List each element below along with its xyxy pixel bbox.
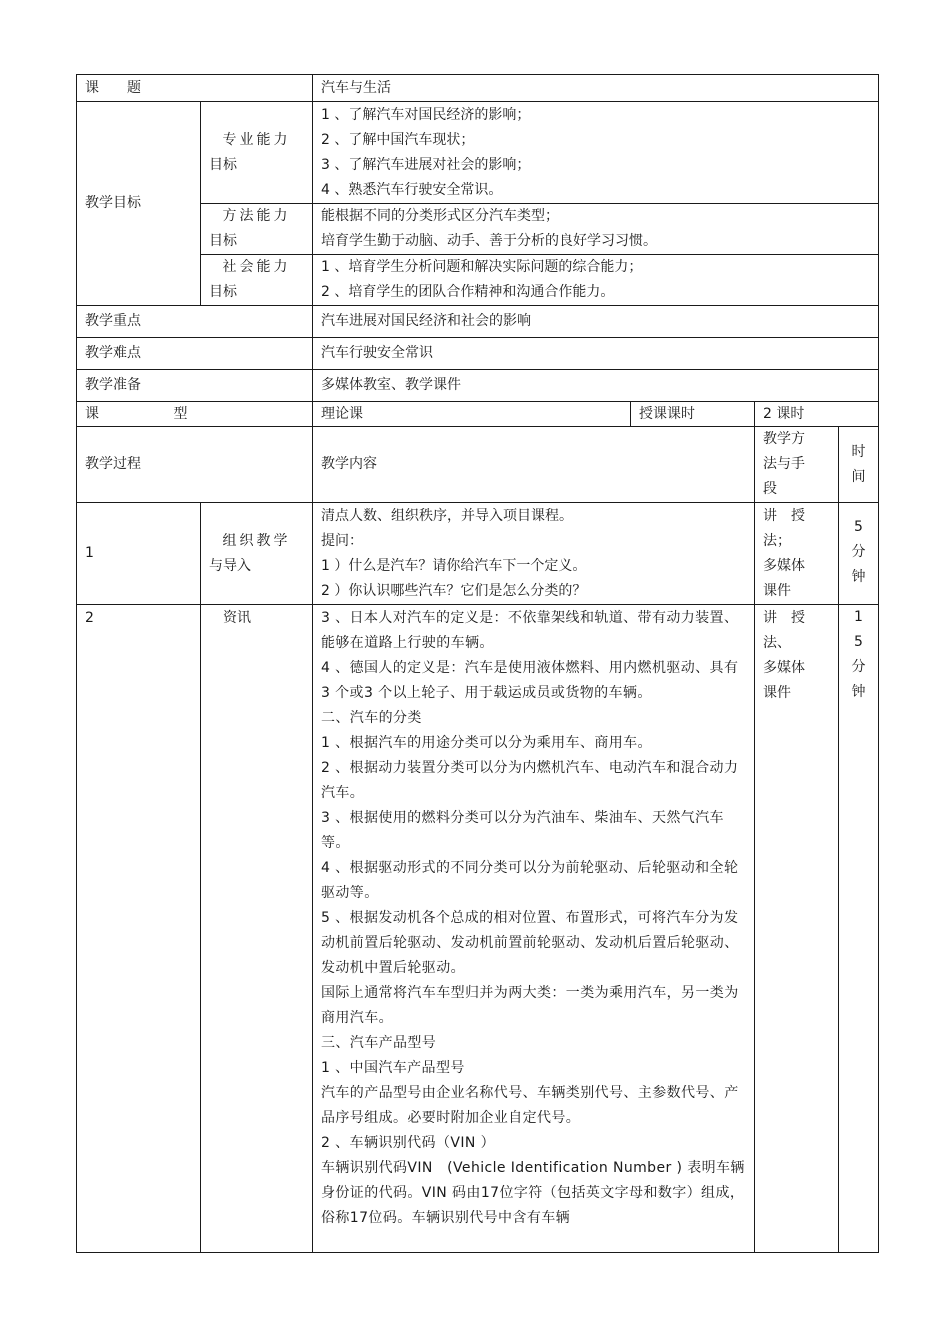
content-header-label: 教学内容 xyxy=(313,427,755,503)
lesson-type-label xyxy=(77,402,313,427)
content-paragraph: 1 、中国汽车产品型号 xyxy=(321,1060,465,1076)
content-paragraph: 3 、根据使用的燃料分类可以分为汽油车、柴油车、天然气汽车等。 xyxy=(321,810,724,851)
step1-name xyxy=(201,503,313,605)
list-item: 2 ）你认识哪些汽车？它们是怎么分类的？ xyxy=(321,583,587,599)
list-item: 1 ）什么是汽车？请你给汽车下一个定义。 xyxy=(321,558,587,574)
method-header-2: 法与手 xyxy=(763,456,805,472)
time-line: 1 xyxy=(854,609,863,625)
professional-label-1: 专业能力 xyxy=(222,131,291,148)
step2-name: 资讯 xyxy=(201,605,313,1253)
difficulties-value: 汽车行驶安全常识 xyxy=(313,338,879,370)
content-paragraph: 1 、根据汽车的用途分类可以分为乘用车、商用车。 xyxy=(321,735,652,751)
content-paragraph: 2 、车辆识别代码（VIN ） xyxy=(321,1135,495,1151)
content-paragraph: 4 、德国人的定义是：汽车是使用液体燃料、用内燃机驱动、具有3 个或3 个以上轮子、用于载运成员或货物的车辆。 xyxy=(321,660,739,701)
list-item: 清点人数、组织秩序，并导入项目课程。 xyxy=(321,508,573,524)
professional-label-2: 目标 xyxy=(209,156,237,173)
time-header xyxy=(839,427,879,503)
step2-time xyxy=(839,605,879,1253)
step1-name-2: 与导入 xyxy=(209,557,251,574)
method-line: 课件 xyxy=(763,583,791,599)
objective-professional-row xyxy=(77,102,879,204)
topic-row xyxy=(77,75,879,102)
step2-number: 2 xyxy=(77,605,201,1253)
social-label-2: 目标 xyxy=(209,284,237,300)
social-label-1: 社会能力 xyxy=(222,259,291,275)
process-header-row xyxy=(77,427,879,503)
step1-method xyxy=(755,503,839,605)
step1-content xyxy=(313,503,755,605)
list-item: 提问： xyxy=(321,533,363,549)
list-item: 3 、了解汽车进展对社会的影响； xyxy=(321,157,531,173)
time-line: 5 xyxy=(854,634,863,650)
list-item: 2 、培育学生的团队合作精神和沟通合作能力。 xyxy=(321,284,615,300)
content-paragraph: 4 、根据驱动形式的不同分类可以分为前轮驱动、后轮驱动和全轮驱动等。 xyxy=(321,860,739,901)
method-header xyxy=(755,427,839,503)
list-item: 4 、熟悉汽车行驶安全常识。 xyxy=(321,182,503,198)
difficulties-row xyxy=(77,338,879,370)
step2-method xyxy=(755,605,839,1253)
lesson-plan-table xyxy=(76,74,879,1253)
process-header-label: 教学过程 xyxy=(77,427,313,503)
key-points-label: 教学重点 xyxy=(77,306,313,338)
topic-value: 汽车与生活 xyxy=(313,75,879,102)
list-item: 培育学生勤于动脑、动手、善于分析的良好学习习惯。 xyxy=(321,233,657,249)
content-paragraph: 国际上通常将汽车车型归并为两大类：一类为乘用汽车，另一类为商用汽车。 xyxy=(321,985,739,1026)
content-paragraph: 5 、根据发动机各个总成的相对位置、布置形式，可将汽车分为发动机前置后轮驱动、发动机前置前轮驱动、发动机后置后轮驱动、发动机中置后轮驱动。 xyxy=(321,910,739,976)
step2-content xyxy=(313,605,755,1253)
key-points-row xyxy=(77,306,879,338)
list-item: 1 、了解汽车对国民经济的影响； xyxy=(321,107,531,123)
content-paragraph: 3 、日本人对汽车的定义是：不依靠架线和轨道、带有动力装置、能够在道路上行驶的车辆。 xyxy=(321,610,739,651)
lesson-type-row xyxy=(77,402,879,427)
method-line: 课件 xyxy=(763,685,791,701)
list-item: 1 、培育学生分析问题和解决实际问题的综合能力； xyxy=(321,259,643,275)
objectives-label: 教学目标 xyxy=(77,102,201,306)
content-paragraph: 车辆识别代码VIN (Vehicle Identification Number ) 表明车辆身份证的代码。VIN 码由17位字符（包括英文字母和数字）组成，俗称17位码。车辆识别代号中含有车辆 xyxy=(321,1160,745,1226)
list-item: 能根据不同的分类形式区分汽车类型； xyxy=(321,208,559,224)
content-heading: 三、汽车产品型号 xyxy=(321,1035,437,1051)
hours-value: 2 课时 xyxy=(755,402,879,427)
method-header-3: 段 xyxy=(763,481,777,497)
method-line: 法、 xyxy=(763,635,791,651)
topic-label: 课 题 xyxy=(77,75,313,102)
difficulties-label: 教学难点 xyxy=(77,338,313,370)
preparation-label: 教学准备 xyxy=(77,370,313,402)
step1-name-1: 组织教学 xyxy=(222,532,291,549)
time-header-1: 时 xyxy=(851,443,866,460)
time-line: 5 xyxy=(854,519,863,535)
preparation-row xyxy=(77,370,879,402)
method-items xyxy=(313,204,879,255)
preparation-value: 多媒体教室、教学课件 xyxy=(313,370,879,402)
step2-row xyxy=(77,605,879,1253)
method-label-2: 目标 xyxy=(209,233,237,249)
time-line: 钟 xyxy=(851,569,866,585)
step1-number: 1 xyxy=(77,503,201,605)
method-line: 讲 授 xyxy=(763,610,805,626)
method-line: 讲 授 xyxy=(763,508,805,524)
content-paragraph: 汽车的产品型号由企业名称代号、车辆类别代号、主参数代号、产品序号组成。必要时附加企业自定代号。 xyxy=(321,1085,739,1126)
content-heading: 二、汽车的分类 xyxy=(321,710,422,726)
time-header-2: 间 xyxy=(851,468,866,485)
list-item: 2 、了解中国汽车现状； xyxy=(321,132,475,148)
time-line: 钟 xyxy=(851,684,866,700)
step1-row xyxy=(77,503,879,605)
method-label-1: 方法能力 xyxy=(222,208,291,224)
method-line: 多媒体 xyxy=(763,558,805,574)
social-items xyxy=(313,255,879,306)
method-line: 多媒体 xyxy=(763,660,805,676)
lesson-type-label-b: 型 xyxy=(173,405,188,422)
lesson-type-label-a: 课 xyxy=(85,405,99,422)
social-ability-label xyxy=(201,255,313,306)
method-line: 法； xyxy=(763,533,791,549)
step1-time xyxy=(839,503,879,605)
professional-items xyxy=(313,102,879,204)
hours-label: 授课课时 xyxy=(631,402,755,427)
key-points-value: 汽车进展对国民经济和社会的影响 xyxy=(313,306,879,338)
lesson-type-value: 理论课 xyxy=(313,402,631,427)
time-line: 分 xyxy=(851,544,866,560)
time-line: 分 xyxy=(851,659,866,675)
method-header-1: 教学方 xyxy=(763,431,805,447)
content-paragraph: 2 、根据动力装置分类可以分为内燃机汽车、电动汽车和混合动力汽车。 xyxy=(321,760,739,801)
professional-ability-label xyxy=(201,102,313,204)
method-ability-label xyxy=(201,204,313,255)
